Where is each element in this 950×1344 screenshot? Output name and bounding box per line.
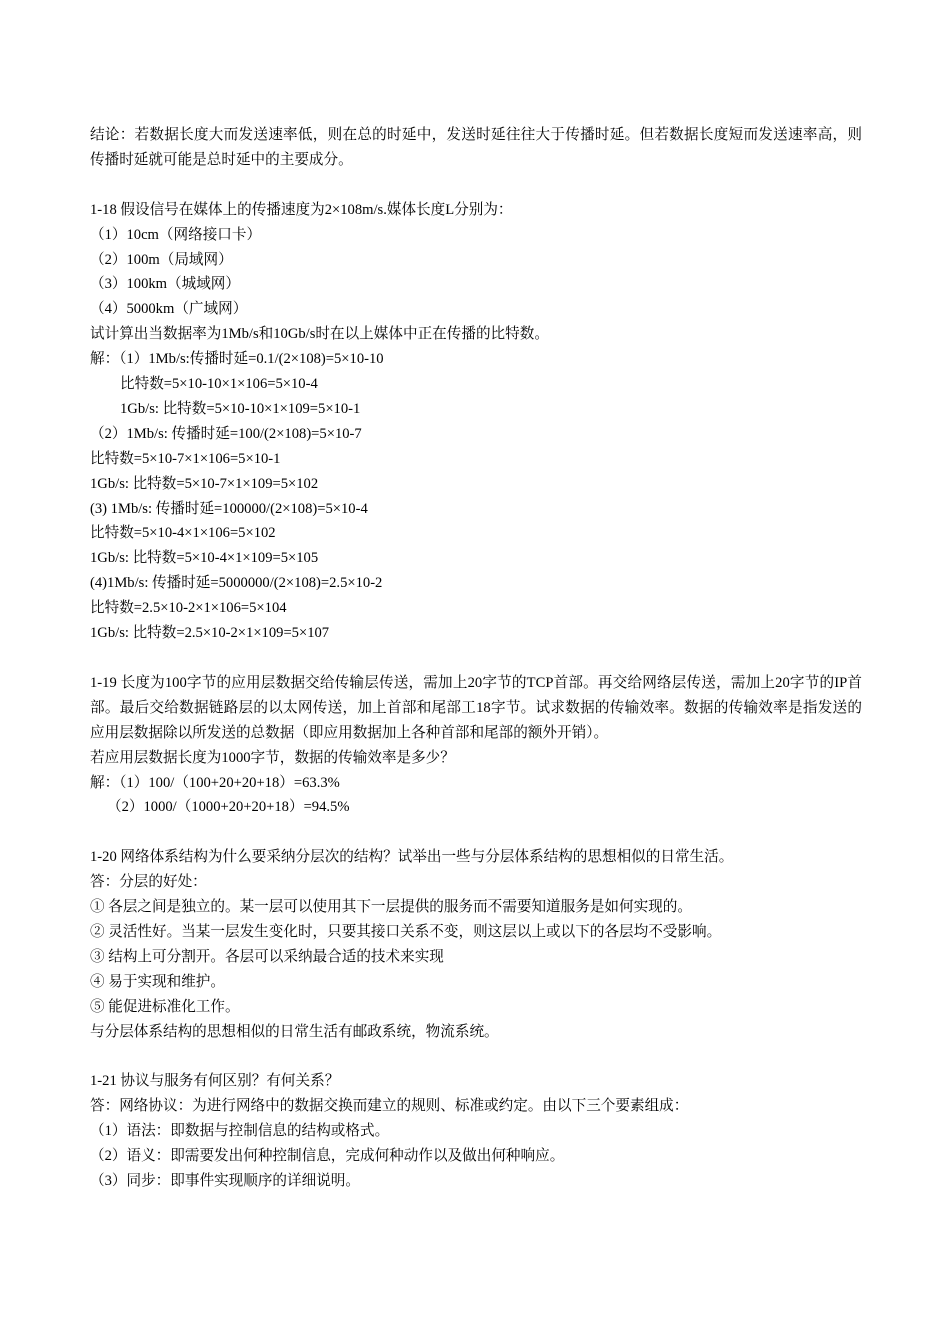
q19-follow: 若应用层数据长度为1000字节，数据的传输效率是多少？ — [90, 749, 455, 766]
q18-answer-line: 比特数=5×10-10×1×106=5×10-4 — [120, 376, 318, 393]
q18-answer-line: （2）1Mb/s: 传播时延=100/(2×108)=5×10-7 — [90, 425, 362, 442]
q18-option-4: （4）5000km（广域网） — [90, 301, 248, 318]
q18-answer-line: 解：（1）1Mb/s:传播时延=0.1/(2×108)=5×10-10 — [90, 351, 384, 368]
spacer — [90, 1044, 862, 1069]
q20-point: ⑤ 能促进标准化工作。 — [90, 998, 240, 1015]
q21-point: （2）语义：即需要发出何种控制信息，完成何种动作以及做出何种响应。 — [90, 1148, 565, 1165]
q18-ask: 试计算出当数据率为1Mb/s和10Gb/s时在以上媒体中正在传播的比特数。 — [90, 326, 549, 343]
q20-question: 1-20 网络体系结构为什么要采纳分层次的结构？试举出一些与分层体系结构的思想相似的日常生活。 — [90, 849, 734, 866]
document-page — [90, 123, 862, 1194]
q18-answer-line: 比特数=5×10-7×1×106=5×10-1 — [90, 450, 281, 467]
spacer — [90, 646, 862, 671]
q18-option-2: （2）100m（局域网） — [90, 251, 233, 268]
q20-point: ③ 结构上可分割开。各层可以采纳最合适的技术来实现 — [90, 948, 444, 965]
q18-answer-line: 1Gb/s: 比特数=5×10-4×1×109=5×105 — [90, 550, 319, 567]
q18-answer-line: (4)1Mb/s: 传播时延=5000000/(2×108)=2.5×10-2 — [90, 575, 383, 592]
q18-answer-line: (3) 1Mb/s: 传播时延=100000/(2×108)=5×10-4 — [90, 500, 368, 517]
q21-point: （1）语法：即数据与控制信息的结构或格式。 — [90, 1123, 390, 1140]
q20-point: ④ 易于实现和维护。 — [90, 973, 225, 990]
q19-answer-2: （2）1000/（1000+20+20+18）=94.5% — [107, 799, 350, 816]
q18-option-1: （1）10cm（网络接口卡） — [90, 226, 262, 243]
q20-point: ① 各层之间是独立的。某一层可以使用其下一层提供的服务而不需要知道服务是如何实现的。 — [90, 899, 692, 916]
q18-answer-line: 比特数=5×10-4×1×106=5×102 — [90, 525, 276, 542]
q21-intro: 答：网络协议：为进行网络中的数据交换而建立的规则、标准或约定。由以下三个要素组成： — [90, 1098, 689, 1115]
q21-question: 1-21 协议与服务有何区别？有何关系？ — [90, 1073, 340, 1090]
spacer — [90, 173, 862, 198]
q18-answer-line: 1Gb/s: 比特数=5×10-10×1×109=5×10-1 — [120, 400, 361, 417]
q19-answer-1: 解：（1）100/（100+20+20+18）=63.3% — [90, 774, 340, 791]
q19-question: 1-19 长度为100字节的应用层数据交给传输层传送，需加上20字节的TCP首部。再交给网络层传送，需加上20字节的IP首部。最后交给数据链路层的以太网传送，加上首部和尾部工18字节。试求数据的传输效率。数据的传输效率是指发送的应用层数据除以所发送的总数据（即应用数据加上各种首部和尾部的额外开销）。 — [90, 674, 862, 741]
q18-answer-line: 比特数=2.5×10-2×1×106=5×104 — [90, 600, 287, 617]
q18-question: 1-18 假设信号在媒体上的传播速度为2×108m/s.媒体长度L分别为： — [90, 201, 513, 218]
q21-point: （3）同步：即事件实现顺序的详细说明。 — [90, 1173, 360, 1189]
q20-intro: 答：分层的好处： — [90, 874, 207, 891]
q20-point: ② 灵活性好。当某一层发生变化时，只要其接口关系不变，则这层以上或以下的各层均不受影响。 — [90, 923, 722, 940]
q20-summary: 与分层体系结构的思想相似的日常生活有邮政系统，物流系统。 — [90, 1023, 499, 1040]
q18-option-3: （3）100km（城域网） — [90, 276, 240, 293]
q18-answer-line: 1Gb/s: 比特数=2.5×10-2×1×109=5×107 — [90, 625, 330, 642]
conclusion-paragraph: 结论：若数据长度大而发送速率低，则在总的时延中，发送时延往往大于传播时延。但若数据长度短而发送速率高，则传播时延就可能是总时延中的主要成分。 — [90, 127, 862, 168]
spacer — [90, 820, 862, 845]
q18-answer-line: 1Gb/s: 比特数=5×10-7×1×109=5×102 — [90, 475, 319, 492]
